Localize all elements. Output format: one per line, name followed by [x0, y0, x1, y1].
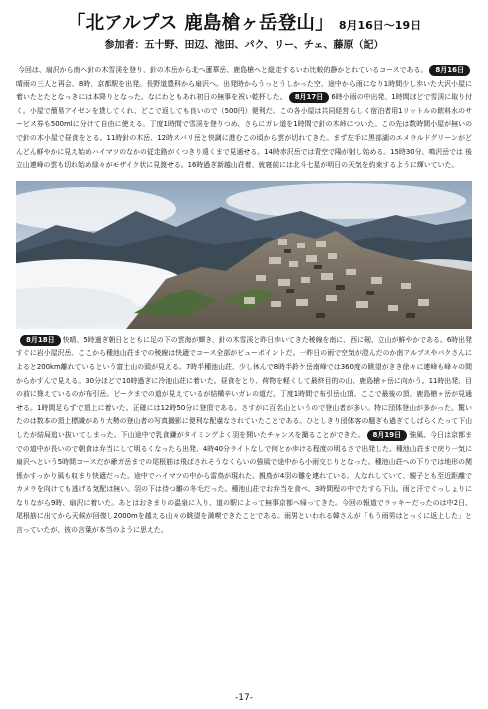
title-row: [16, 12, 472, 36]
page-title: 「北アルプス 鹿島槍ヶ岳登山」: [66, 13, 334, 34]
day17-text: 6時小雨の中出発、1時間ほどで雪渓に取り付く。小屋で簡易アイゼンを貸してくれ、どこで返しても良いので（500円）便利だ。この各小屋は共同経営らしく宿泊者用1リットルの飲料水のサービス券も500mlに分けて自由に使える。丁度1時間で雪渓を登りつめ、さらにガレ道を1時間で針の木峠についた。この先は数時間小屋が無いので針の木小屋で昼食をとる。11時針の木岳、12時スバリ岳と快調に進むこの頃から雲が切れてきた。まず左手に黒部湖のエメラルドグリーンがどんどん鮮やかに見え始めハイマツのなかの従走路がくつきり遠くまで見通せる。14時赤沢岳では青空で陽が射し始める。15時30分、鳴沢岳では 後立山連峰の雲も切れ始め緑々がモザイク状に見渡せる。16時過ぎ新越山荘着、就寝前には北斗七星が明日の天気を約束するように輝いていた。: [16, 93, 472, 170]
intro-text: 今回は、扇沢から南ヘ針の木雪渓を登り、針の木岳から北へ蓮華岳、鹿島槍ヘと縦走するいわ比較的静かとれているコースである。: [18, 66, 428, 74]
date-badge-16: 8月16日: [429, 65, 470, 76]
page-number: -17-: [235, 693, 253, 703]
trip-date: 8月16日～19日: [338, 19, 422, 32]
date-badge-18: 8月18日: [20, 335, 61, 346]
participants-line: 参加者：五十野、田辺、池田、パク、リー、チェ、藤原（記）: [104, 40, 384, 51]
date-badge-17: 8月17日: [289, 92, 330, 103]
paragraph-day18-19: [16, 334, 472, 538]
day16-text: 晴雨の三人と再会、8時、京都駅を出発。長野道豊科から扇沢へ。出発時からうっとうしかった空、途中から雨になり1時間少し歩いた大沢小屋に着いたとたとなっきには本降りとなった。なにわともあれ初日の無事を祝い乾杯した。: [16, 79, 472, 102]
paragraph-intro: [16, 64, 472, 173]
date-badge-19: 8月19日: [367, 430, 408, 441]
day19-text: 強風、今日は京都までの道中が長いので朝食は弁当にして明るくなったら出発、4時40分ライトなしで何とか歩ける程度の明るさで出発した。種池山荘まで戻り一気に扇沢へという5時間コースだが爺ガ岳までの尾根筋は飛ばされそうなくらいの強風で途中から小雨交じりとなった。種池山荘への下りでは地形の関係かすっかり風も収まり快適だった。途中でハイマツの中から雷鳥が現れた。親鳥が4羽の雛を連れている。人なれしていて、親子とも至近距離でカメラを向けても逃げる気配は無い。羽の下は待つ雛の冬毛だった。種池山荘でお弁当を食べ、3時間程の中でたすら下山。雨と汗でぐっしょりになりながら9時、扇沢に着いた。あとはおきまりの温泉に入り、道の駅によって無事京都へ帰ってきた。今回の報道でラッキーだったのは中2日、尾根筋に出てから天候が回復し2000mを越える山々の眺望を満喫できたことである。雨男といわれる韓さんが「もう雨男はとっくに返上した」と言っていたが、彼の言葉が本当のように思えた。: [16, 430, 472, 535]
mountain-photo: [16, 181, 472, 329]
day18-text: 快晴、5時過ぎ朝日とともに足の下の雲海が輝き、針の木雪渓と昨日歩いてきた稜線を南に、西に剱、立山が鮮やかである。6時出発すぐに岩小屋沢岳、ここから種池山荘までの稜線は快適でコース全部がビューポイントだ。一昨日の雨で空気が澄んだのか南アルプスやパクさんによると200km離れているという富士山の頭が見える。7時半種池山荘、少し休んで8時半鈴ケ岳南峰では360度の眺望がきき徐々に連峰も峰々の間からかすんで見える。30分ほどで10時過ぎに冷池山荘に着いた。昼食をとり、荷物を軽くして最終目的の山、鹿島槍ヶ岳に向かう。11時出発、目の前に聳えているのが布引岳。ピークまでの道が見えているが結構辛いガレの道だ。丁度1時間で布引岳山頂、ここで最後の頂、鹿島槍ヶ岳が見通せる。1時間足らずで頂上に着いた。正確には12時50分に登頂である。さすがに百名山というので登山者が多い。特に団体登山が多かった。驚いたのは数本の頂上標識があり大勢の登山者の写真撮影に便利な配慮なされていたことである。ひとしきり団体客の騒ぎも過ぎてしばらくたって下山したが結局追い抜いてしまった。下山途中で乳食鎌がタイミングよく羽を開いたチャンスを撮ることができた。: [16, 335, 472, 439]
